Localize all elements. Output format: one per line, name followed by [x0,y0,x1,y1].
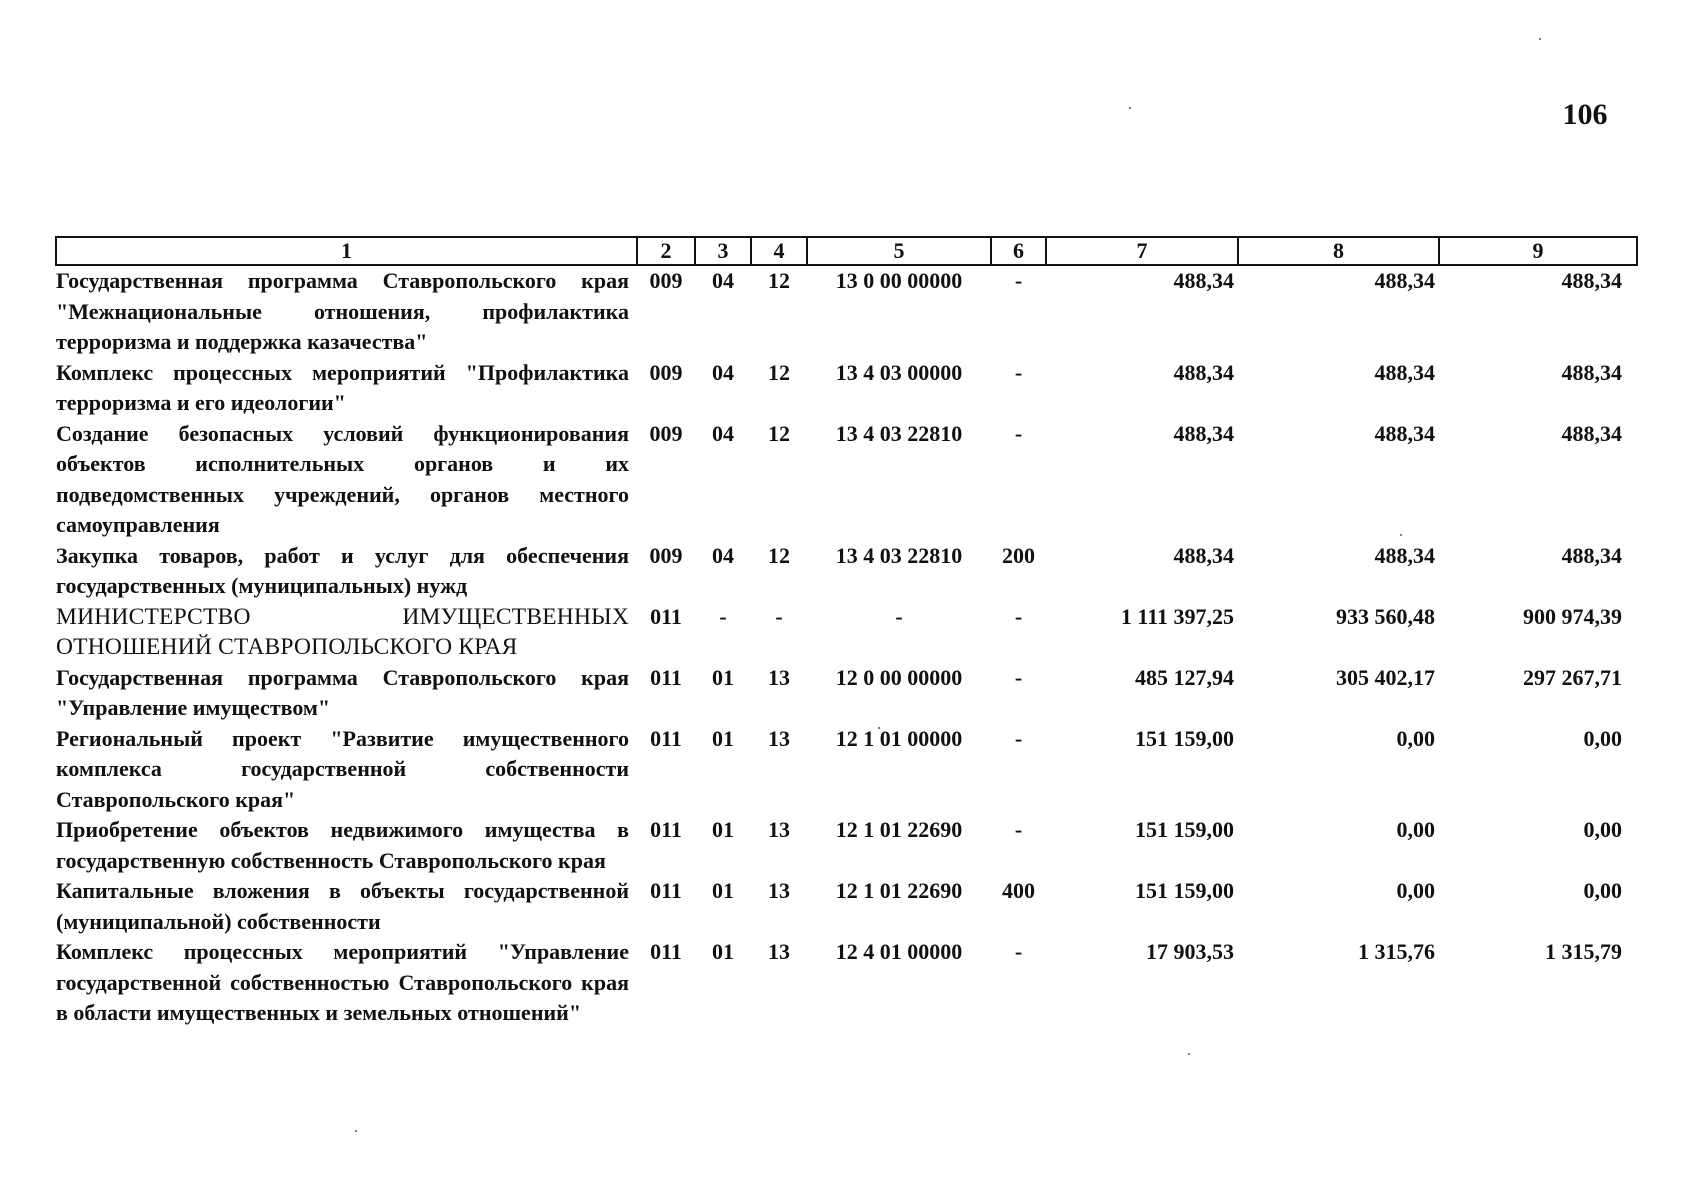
row-cell-col2: 011 [650,817,682,842]
table-row [56,876,1637,937]
row-cell-col2: 009 [649,359,683,385]
row-cell-col3: 04 [712,268,734,293]
row-name-cell: Комплекс процессных мероприятий "Управление государственной собственностью Ставропольского края в области имущественных и земельных отношений" [56,939,629,1025]
row-cell-col5: 12 0 00 00000 [835,664,963,690]
row-cell-col9: 0,00 [1583,878,1622,903]
row-cell-col2: 009 [649,268,683,293]
row-name-cell: Комплекс процессных мероприятий "Профилактика терроризма и его идеологии" [56,359,629,415]
row-cell-col5: 12 1 01 22690 [835,878,963,903]
column-header-1: 1 [56,237,637,265]
row-cell-col4: 13 [768,878,790,903]
row-cell-col4: 13 [768,817,790,842]
scan-speck [1188,1053,1190,1055]
row-cell-col7: 488,34 [1173,359,1234,385]
row-cell-col6: - [1014,664,1023,690]
row-cell-col7: 1 111 397,25 [1120,603,1234,629]
row-cell-col6: - [1014,420,1023,446]
row-cell-col6: - [1014,603,1023,629]
row-cell-col7: 151 159,00 [1135,817,1234,842]
row-cell-col8: 488,34 [1374,542,1435,568]
row-name-cell: МИНИСТЕРСТВО ИМУЩЕСТВЕННЫХ ОТНОШЕНИЙ СТАВРОПОЛЬСКОГО КРАЯ [56,603,629,660]
column-header-8: 8 [1238,237,1439,265]
scan-speck [1129,107,1131,109]
table-row [56,265,1637,358]
table-row [56,937,1637,1029]
table-row [56,602,1637,663]
column-header-7: 7 [1046,237,1238,265]
row-cell-col6: - [1014,725,1023,751]
row-cell-col6: - [1014,359,1023,385]
row-name-cell: Региональный проект "Развитие имущественного комплекса государственной собственности Ставропольского края" [56,725,629,812]
row-cell-col9: 488,34 [1561,420,1622,446]
row-cell-col4: 13 [768,664,790,690]
row-cell-col2: 011 [650,603,682,629]
row-name-cell: Приобретение объектов недвижимого имущества в государственную собственность Ставропольского края [56,817,629,873]
row-cell-col6: - [1014,817,1023,842]
column-header-9: 9 [1439,237,1637,265]
scan-speck [1539,38,1541,40]
column-header-3: 3 [695,237,751,265]
row-cell-col3: 01 [712,939,734,964]
table-header-row [56,237,1637,265]
row-cell-col3: 04 [712,542,734,568]
row-cell-col5: 13 0 00 00000 [835,268,963,293]
row-name-cell: Государственная программа Ставропольского края "Межнациональные отношения, профилактика терроризма и поддержка казачества" [56,268,629,354]
row-cell-col6: - [1014,939,1023,964]
row-cell-col4: 12 [768,268,790,293]
row-cell-col5: 13 4 03 00000 [835,359,963,385]
row-cell-col3: 01 [712,817,734,842]
row-cell-col3: 01 [712,725,734,751]
scan-speck [355,1130,357,1132]
row-cell-col2: 011 [650,878,682,903]
row-cell-col2: 009 [649,542,683,568]
row-cell-col4: 13 [768,939,790,964]
row-cell-col8: 1 315,76 [1358,939,1435,964]
row-cell-col8: 0,00 [1396,725,1435,751]
row-cell-col4: 12 [768,542,790,568]
row-cell-col9: 900 974,39 [1523,603,1622,629]
row-cell-col3: 04 [712,420,734,446]
table-row [56,815,1637,876]
row-cell-col3: 04 [712,359,734,385]
table-row [56,358,1637,419]
row-name-cell: Закупка товаров, работ и услуг для обеспечения государственных (муниципальных) нужд [56,542,629,598]
row-cell-col3: 01 [712,664,734,690]
row-cell-col7: 488,34 [1173,420,1234,446]
column-header-6: 6 [991,237,1046,265]
row-cell-col8: 488,34 [1374,359,1435,385]
column-header-4: 4 [751,237,807,265]
row-name-cell: Создание безопасных условий функционирования объектов исполнительных органов и их подведомственных учреждений, органов местного самоуправления [56,420,629,537]
table-body [56,265,1637,1029]
page-number: 106 [1562,98,1608,131]
row-cell-col4: 13 [768,725,790,751]
row-cell-col9: 1 315,79 [1545,939,1622,964]
row-cell-col9: 0,00 [1583,817,1622,842]
row-cell-col6: 400 [1002,878,1035,903]
table-row [56,541,1637,602]
row-cell-col7: 488,34 [1173,268,1234,293]
row-cell-col7: 17 903,53 [1146,939,1234,964]
row-cell-col4: 12 [768,420,790,446]
row-cell-col5: 13 4 03 22810 [835,542,963,568]
row-cell-col9: 297 267,71 [1523,664,1622,690]
row-cell-col2: 009 [649,420,683,446]
row-cell-col7: 151 159,00 [1135,725,1234,751]
table-row [56,724,1637,816]
row-cell-col8: 0,00 [1396,878,1435,903]
row-cell-col8: 488,34 [1374,268,1435,293]
row-cell-col9: 488,34 [1561,542,1622,568]
column-header-5: 5 [807,237,991,265]
row-cell-col7: 485 127,94 [1135,664,1234,690]
row-cell-col5: 13 4 03 22810 [835,420,963,446]
row-cell-col9: 488,34 [1561,359,1622,385]
table-row [56,663,1637,724]
row-cell-col3: - [719,603,727,629]
column-header-2: 2 [637,237,695,265]
row-cell-col5: - [895,603,903,629]
row-cell-col9: 0,00 [1583,725,1622,751]
row-cell-col8: 305 402,17 [1336,664,1435,690]
row-cell-col8: 0,00 [1396,817,1435,842]
row-name-cell: Государственная программа Ставропольского края "Управление имуществом" [56,664,629,720]
row-cell-col7: 488,34 [1173,542,1234,568]
row-cell-col2: 011 [650,725,682,751]
row-cell-col2: 011 [650,939,682,964]
table-row [56,419,1637,541]
row-cell-col4: 12 [768,359,790,385]
row-cell-col7: 151 159,00 [1135,878,1234,903]
row-name-cell: Капитальные вложения в объекты государственной (муниципальной) собственности [56,878,629,934]
row-cell-col5: 12 4 01 00000 [835,939,963,964]
row-cell-col5: 12 1 01 00000 [835,725,963,751]
budget-table [55,236,1638,1029]
row-cell-col9: 488,34 [1561,268,1622,293]
row-cell-col8: 933 560,48 [1336,603,1435,629]
row-cell-col5: 12 1 01 22690 [835,817,963,842]
row-cell-col8: 488,34 [1374,420,1435,446]
row-cell-col4: - [775,603,783,629]
row-cell-col6: - [1014,268,1023,293]
row-cell-col6: 200 [1002,542,1035,568]
row-cell-col3: 01 [712,878,734,903]
row-cell-col2: 011 [650,664,682,690]
